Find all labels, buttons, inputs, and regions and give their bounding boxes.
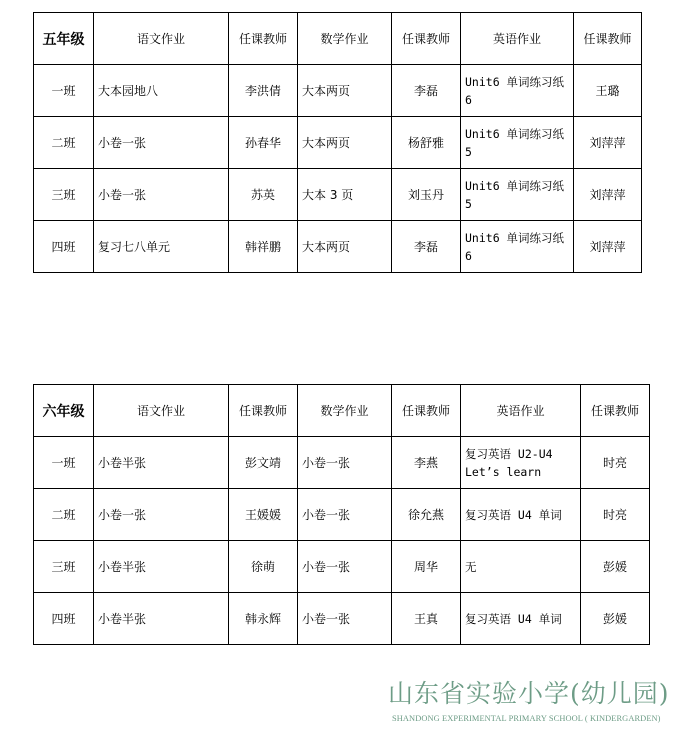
math-teacher: 周华 [392, 541, 461, 593]
chinese-homework: 大本园地八 [94, 65, 229, 117]
english-teacher: 刘萍萍 [574, 117, 642, 169]
chinese-homework: 小卷半张 [94, 541, 229, 593]
class-name: 一班 [34, 437, 94, 489]
chinese-teacher: 苏英 [229, 169, 298, 221]
english-teacher: 刘萍萍 [574, 221, 642, 273]
table-row [34, 437, 650, 489]
chinese-teacher: 韩祥鹏 [229, 221, 298, 273]
english-homework: Unit6 单词练习纸 6 [461, 221, 574, 273]
table-row [34, 117, 642, 169]
column-header: 任课教师 [229, 385, 298, 437]
table-row [34, 489, 650, 541]
class-name: 一班 [34, 65, 94, 117]
grade-label: 五年级 [34, 13, 94, 65]
class-name: 四班 [34, 221, 94, 273]
math-homework: 小卷一张 [298, 541, 392, 593]
math-teacher: 刘玉丹 [392, 169, 461, 221]
english-homework: 复习英语 U4 单词 [461, 489, 581, 541]
chinese-homework: 小卷一张 [94, 169, 229, 221]
english-teacher: 彭媛 [581, 593, 650, 645]
math-homework: 大本两页 [298, 221, 392, 273]
chinese-homework: 复习七八单元 [94, 221, 229, 273]
column-header: 数学作业 [298, 13, 392, 65]
math-teacher: 杨舒雅 [392, 117, 461, 169]
table-row [34, 221, 642, 273]
column-header: 任课教师 [392, 385, 461, 437]
grade6-homework-table [33, 384, 650, 645]
class-name: 二班 [34, 117, 94, 169]
column-header: 任课教师 [574, 13, 642, 65]
column-header: 任课教师 [581, 385, 650, 437]
table-header-row [34, 13, 642, 65]
english-homework: 复习英语 U4 单词 [461, 593, 581, 645]
class-name: 三班 [34, 541, 94, 593]
chinese-teacher: 韩永辉 [229, 593, 298, 645]
math-teacher: 王真 [392, 593, 461, 645]
chinese-teacher: 王媛媛 [229, 489, 298, 541]
chinese-homework: 小卷半张 [94, 593, 229, 645]
class-name: 二班 [34, 489, 94, 541]
math-homework: 小卷一张 [298, 437, 392, 489]
math-teacher: 李磊 [392, 65, 461, 117]
chinese-teacher: 彭文靖 [229, 437, 298, 489]
english-homework: Unit6 单词练习纸 5 [461, 169, 574, 221]
school-name-chinese: 山东省实验小学(幼儿园) [388, 679, 670, 708]
table-row [34, 593, 650, 645]
class-name: 四班 [34, 593, 94, 645]
english-teacher: 刘萍萍 [574, 169, 642, 221]
math-homework: 大本两页 [298, 65, 392, 117]
english-homework: 无 [461, 541, 581, 593]
grade-label: 六年级 [34, 385, 94, 437]
table-row [34, 65, 642, 117]
column-header: 英语作业 [461, 13, 574, 65]
column-header: 语文作业 [94, 13, 229, 65]
math-teacher: 李燕 [392, 437, 461, 489]
column-header: 任课教师 [229, 13, 298, 65]
math-homework: 小卷一张 [298, 489, 392, 541]
school-name-english: SHANDONG EXPERIMENTAL PRIMARY SCHOOL ( KINDERGARDEN) [392, 714, 661, 723]
chinese-homework: 小卷一张 [94, 489, 229, 541]
english-homework: 复习英语 U2-U4 Let’s learn [461, 437, 581, 489]
math-teacher: 李磊 [392, 221, 461, 273]
math-homework: 大本两页 [298, 117, 392, 169]
math-homework: 大本 3 页 [298, 169, 392, 221]
english-teacher: 彭媛 [581, 541, 650, 593]
table-row [34, 541, 650, 593]
english-homework: Unit6 单词练习纸 5 [461, 117, 574, 169]
english-teacher: 时亮 [581, 437, 650, 489]
school-logo [388, 678, 680, 728]
english-homework: Unit6 单词练习纸 6 [461, 65, 574, 117]
math-homework: 小卷一张 [298, 593, 392, 645]
column-header: 任课教师 [392, 13, 461, 65]
grade5-homework-table [33, 12, 642, 273]
column-header: 英语作业 [461, 385, 581, 437]
table-header-row [34, 385, 650, 437]
chinese-teacher: 孙春华 [229, 117, 298, 169]
chinese-teacher: 徐萌 [229, 541, 298, 593]
english-teacher: 时亮 [581, 489, 650, 541]
chinese-teacher: 李洪倩 [229, 65, 298, 117]
chinese-homework: 小卷半张 [94, 437, 229, 489]
chinese-homework: 小卷一张 [94, 117, 229, 169]
english-teacher: 王璐 [574, 65, 642, 117]
class-name: 三班 [34, 169, 94, 221]
column-header: 语文作业 [94, 385, 229, 437]
column-header: 数学作业 [298, 385, 392, 437]
math-teacher: 徐允燕 [392, 489, 461, 541]
table-row [34, 169, 642, 221]
